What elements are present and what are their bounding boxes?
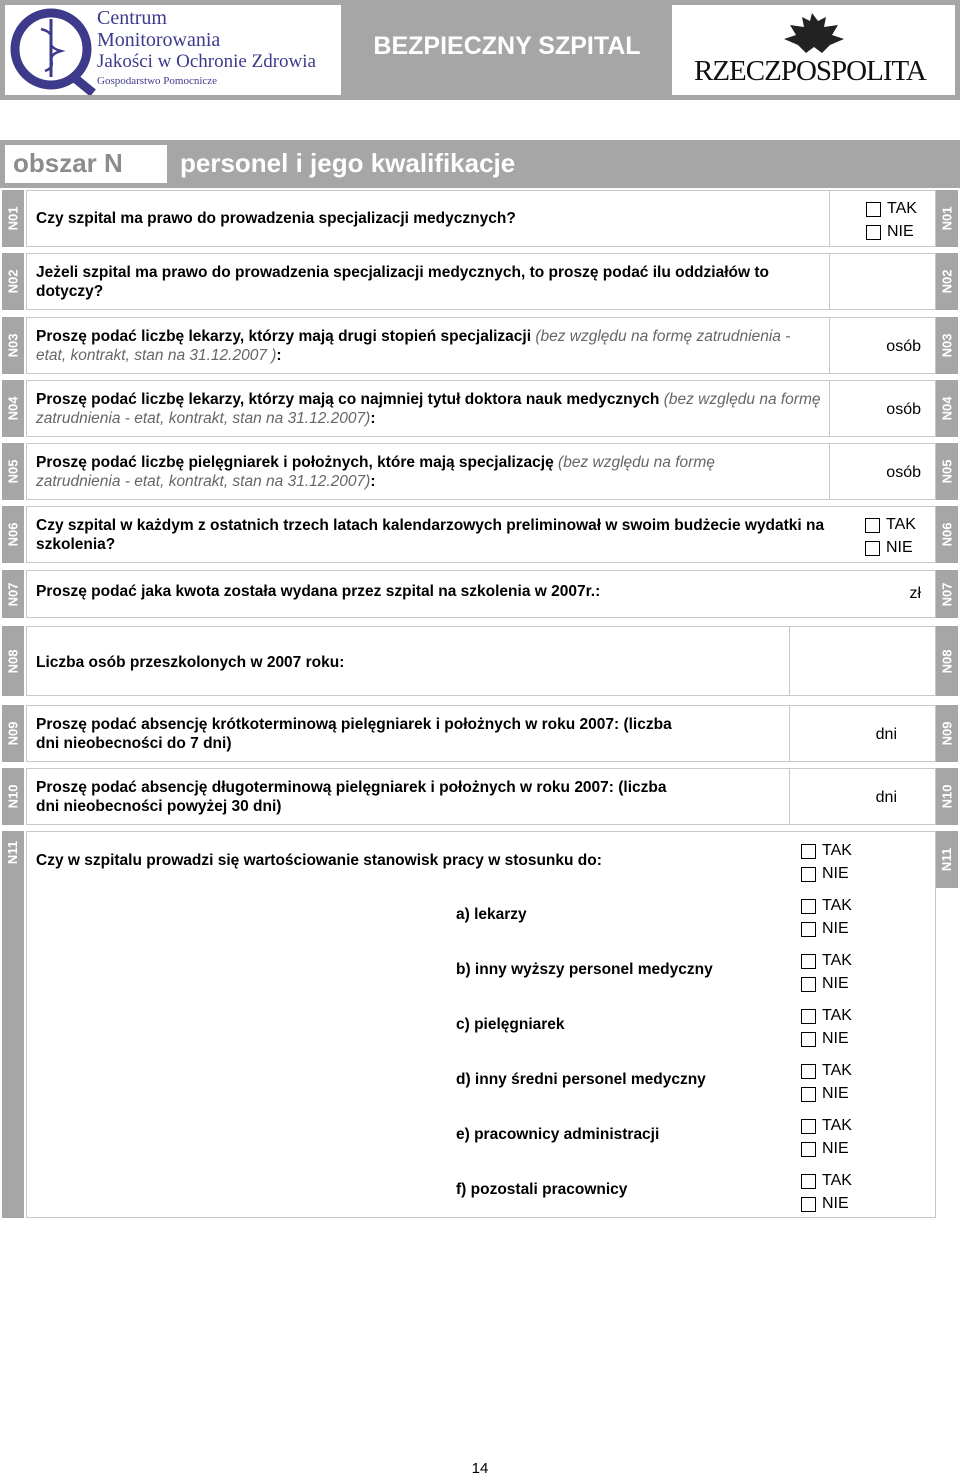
row-code-left: N03	[2, 317, 24, 374]
checkbox-tak[interactable]: TAK	[801, 896, 852, 916]
checkbox-tak[interactable]: TAK	[866, 199, 917, 219]
question-text: Proszę podać jaka kwota została wydana przez szpital na szkolenia w 2007r.:	[36, 583, 601, 600]
checkbox-tak[interactable]: TAK	[801, 1116, 852, 1136]
question-n03	[26, 317, 936, 374]
row-code-left: N08	[2, 626, 24, 696]
row-code-left: N02	[2, 253, 24, 310]
question-text: Proszę podać absencję krótkoterminową pielęgniarek i położnych w roku 2007: (liczba dni nieobecności do 7 dni)	[36, 716, 672, 752]
question-note: (bez względu na formę zatrudnienia - etat, kontrakt, stan na 31.12.2007)	[36, 454, 715, 490]
answer-input[interactable]	[789, 769, 935, 824]
unit-label: dni	[875, 726, 897, 743]
row-code-left: N07	[2, 570, 24, 618]
unit-label: osób	[886, 338, 921, 355]
question-n05	[26, 443, 936, 500]
row-code-left: N05	[2, 443, 24, 500]
question-n01	[26, 190, 936, 247]
section-code: obszar N	[5, 145, 167, 183]
question-n11	[26, 831, 936, 1218]
checkbox-tak[interactable]: TAK	[801, 951, 852, 971]
question-n08	[26, 626, 936, 696]
row-code-left: N09	[2, 705, 24, 762]
row-code-right: N07	[936, 570, 958, 618]
question-n09	[26, 705, 936, 762]
row-code-right: N09	[936, 705, 958, 762]
checkbox-tak[interactable]: TAK	[801, 1171, 852, 1191]
n11-item-c: c) pielęgniarek	[456, 1016, 565, 1033]
unit-label: dni	[875, 789, 897, 806]
question-text: Liczba osób przeszkolonych w 2007 roku:	[36, 654, 345, 671]
header-title: BEZPIECZNY SZPITAL	[373, 32, 641, 60]
checkbox-tak[interactable]: TAK	[801, 841, 852, 861]
answer-input[interactable]	[789, 627, 935, 695]
logo-line-1: Centrum	[97, 7, 167, 29]
checkbox-nie[interactable]: NIE	[866, 222, 914, 242]
rzeczpospolita-emblem	[672, 5, 955, 95]
unit-label: osób	[886, 464, 921, 481]
row-code-left: N10	[2, 768, 24, 825]
row-code-left: N11	[2, 831, 24, 1218]
unit-label: osób	[886, 401, 921, 418]
question-text: Proszę podać liczbę pielęgniarek i położnych, które mają specjalizację (bez względu na formę zatrudnienia - etat, kontrakt, stan na 31.12.2007):	[36, 454, 715, 490]
question-text: Proszę podać liczbę lekarzy, którzy mają drugi stopień specjalizacji (bez względu na formę zatrudnienia - etat, kontrakt, stan na 31.12.2007 ):	[36, 328, 791, 364]
n11-item-e: e) pracownicy administracji	[456, 1126, 660, 1143]
question-text: Czy szpital ma prawo do prowadzenia specjalizacji medycznych?	[36, 210, 516, 227]
question-n04	[26, 380, 936, 437]
row-code-right: N08	[936, 626, 958, 696]
answer-cell	[829, 507, 935, 562]
checkbox-tak[interactable]: TAK	[865, 515, 916, 535]
row-code-right: N06	[936, 506, 958, 563]
n11-item-f: f) pozostali pracownicy	[456, 1181, 628, 1198]
n11-item-d: d) inny średni personel medyczny	[456, 1071, 706, 1088]
logo-line-4: Gospodarstwo Pomocnicze	[97, 75, 218, 87]
answer-input[interactable]	[829, 381, 935, 436]
logo-line-3: Jakości w Ochronie Zdrowia	[97, 51, 316, 72]
answer-cell	[829, 191, 935, 246]
checkbox-tak[interactable]: TAK	[801, 1006, 852, 1026]
row-code-right: N01	[936, 190, 958, 247]
row-code-left: N06	[2, 506, 24, 563]
question-text: Czy szpital w każdym z ostatnich trzech latach kalendarzowych preliminował w swoim budżecie wydatki na szkolenia?	[36, 517, 825, 553]
answer-input[interactable]	[829, 254, 935, 309]
answer-input[interactable]	[789, 706, 935, 761]
question-n06	[26, 506, 936, 563]
checkbox-nie[interactable]: NIE	[801, 974, 849, 994]
row-code-left: N04	[2, 380, 24, 437]
row-code-right: N11	[936, 831, 958, 888]
logo-line-2: Monitorowania	[97, 29, 221, 51]
checkbox-nie[interactable]: NIE	[801, 1139, 849, 1159]
question-n10	[26, 768, 936, 825]
checkbox-nie[interactable]: NIE	[801, 864, 849, 884]
answer-input[interactable]	[829, 571, 935, 617]
question-text: Proszę podać absencję długoterminową pielęgniarek i położnych w roku 2007: (liczba dni nieobecności powyżej 30 dni)	[36, 779, 667, 815]
unit-label: zł	[909, 585, 921, 602]
question-n02	[26, 253, 936, 310]
question-note: (bez względu na formę zatrudnienia - etat, kontrakt, stan na 31.12.2007 )	[36, 328, 791, 364]
answer-input[interactable]	[829, 318, 935, 373]
question-n07	[26, 570, 936, 618]
checkbox-nie[interactable]: NIE	[865, 538, 913, 558]
row-code-right: N03	[936, 317, 958, 374]
n11-item-b: b) inny wyższy personel medyczny	[456, 961, 713, 978]
page-number: 14	[471, 1460, 489, 1477]
section-title: personel i jego kwalifikacje	[180, 148, 516, 178]
row-code-right: N02	[936, 253, 958, 310]
checkbox-tak[interactable]: TAK	[801, 1061, 852, 1081]
row-code-right: N10	[936, 768, 958, 825]
question-text: Czy w szpitalu prowadzi się wartościowanie stanowisk pracy w stosunku do:	[36, 852, 602, 869]
checkbox-nie[interactable]: NIE	[801, 1194, 849, 1214]
question-note: (bez względu na formę zatrudnienia - etat, kontrakt, stan na 31.12.2007)	[36, 391, 821, 427]
row-code-right: N04	[936, 380, 958, 437]
n11-item-a: a) lekarzy	[456, 906, 527, 923]
cmj-logo	[5, 5, 341, 95]
checkbox-nie[interactable]: NIE	[801, 1029, 849, 1049]
question-text: Proszę podać liczbę lekarzy, którzy mają co najmniej tytuł doktora nauk medycznych (bez względu na formę zatrudnienia - etat, kontrakt, stan na 31.12.2007):	[36, 391, 821, 427]
row-code-left: N01	[2, 190, 24, 247]
emblem-text: RZECZPOSPOLITA	[694, 55, 926, 87]
row-code-right: N05	[936, 443, 958, 500]
checkbox-nie[interactable]: NIE	[801, 1084, 849, 1104]
checkbox-nie[interactable]: NIE	[801, 919, 849, 939]
question-text: Jeżeli szpital ma prawo do prowadzenia specjalizacji medycznych, to proszę podać ilu oddziałów to dotyczy?	[36, 264, 769, 300]
answer-input[interactable]	[829, 444, 935, 499]
